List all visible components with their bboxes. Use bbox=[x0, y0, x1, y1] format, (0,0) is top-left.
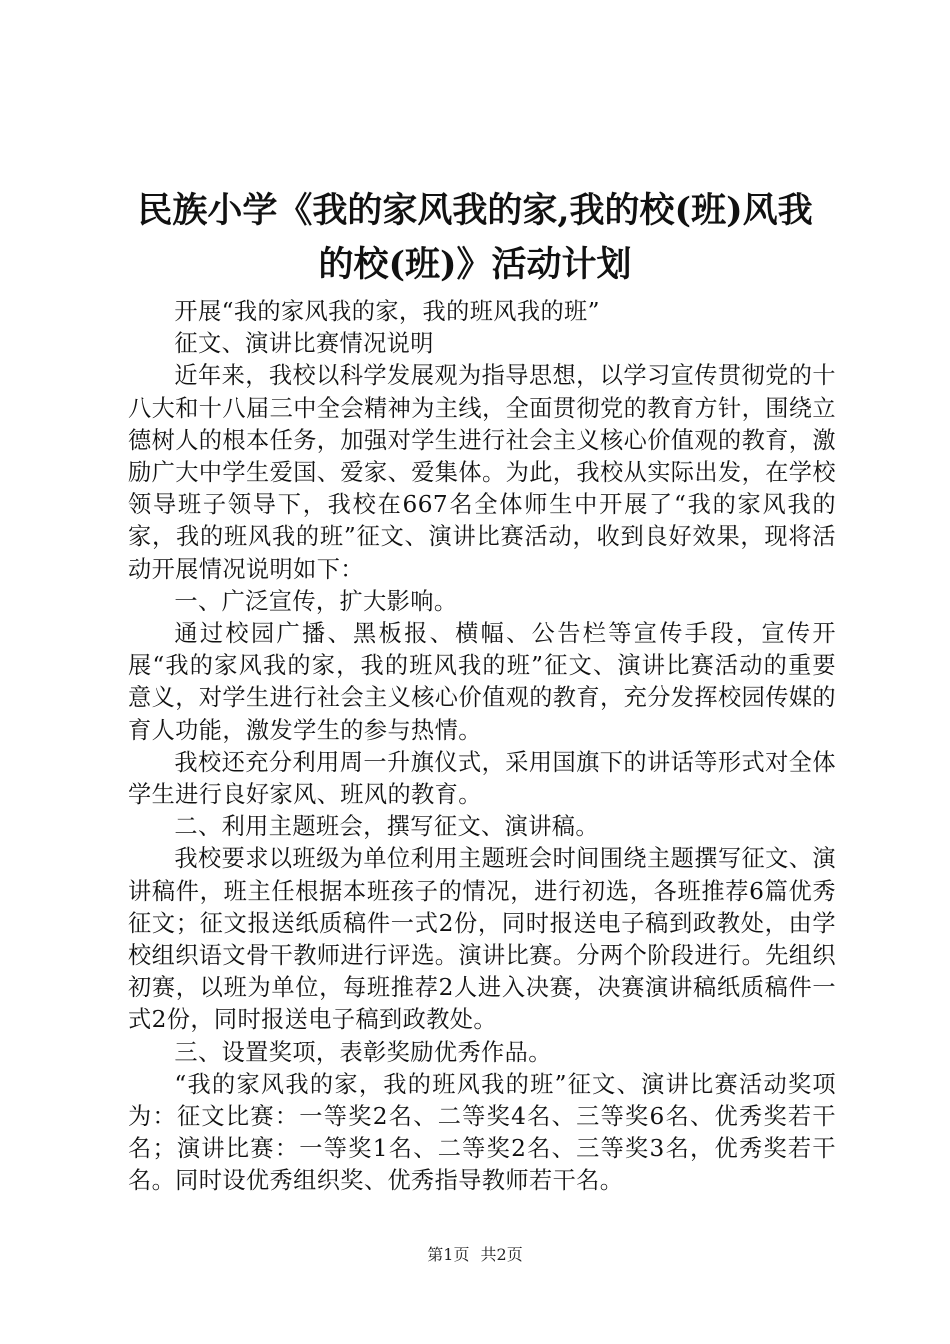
body-paragraph: 我校要求以班级为单位利用主题班会时间围绕主题撰写征文、演讲稿件，班主任根据本班孩子的情况，进行初选，各班推荐6篇优秀征文；征文报送纸质稿件一式2份，同时报送电子稿到政教处，由学校组织语文骨干教师进行评选。演讲比赛。分两个阶段进行。先组织初赛，以班为单位，每班推荐2人进入决赛，决赛演讲稿纸质稿件一式2份，同时报送电子稿到政教处。 bbox=[128, 845, 836, 1034]
section-heading: 一、广泛宣传，扩大影响。 bbox=[174, 587, 458, 615]
body-paragraph: 开展“我的家风我的家，我的班风我的班” bbox=[174, 298, 600, 325]
section-heading: 三、设置奖项，表彰奖励优秀作品。 bbox=[174, 1038, 552, 1066]
body-paragraph: 通过校园广播、黑板报、横幅、公告栏等宣传手段，宣传开展“我的家风我的家，我的班风我的班”征文、演讲比赛活动的重要意义，对学生进行社会主义核心价值观的教育，充分发挥校园传媒的育人功能，激发学生的参与热情。 bbox=[128, 620, 836, 744]
body-paragraph: 近年来，我校以科学发展观为指导思想，以学习宣传贯彻党的十八大和十八届三中全会精神为主线，全面贯彻党的教育方针，围绕立德树人的根本任务，加强对学生进行社会主义核心价值观的教育，激励广大中学生爱国、爱家、爱集体。为此，我校从实际出发，在学校领导班子领导下，我校在667名全体师生中开展了“我的家风我的家，我的班风我的班”征文、演讲比赛活动，收到良好效果，现将活动开展情况说明如下： bbox=[128, 362, 836, 583]
document-title-line-2: 的校(班)》活动计划 bbox=[318, 244, 632, 285]
page-number-current: 第1页 bbox=[427, 1245, 470, 1264]
document-title-line-1: 民族小学《我的家风我的家,我的校(班)风我 bbox=[137, 190, 813, 231]
page-number-total: 共2页 bbox=[480, 1245, 523, 1264]
body-paragraph: 我校还充分利用周一升旗仪式，采用国旗下的讲话等形式对全体学生进行良好家风、班风的教育。 bbox=[128, 748, 836, 809]
page-footer bbox=[0, 1245, 950, 1265]
document-body bbox=[128, 296, 836, 1198]
section-heading: 二、利用主题班会，撰写征文、演讲稿。 bbox=[174, 813, 599, 841]
body-paragraph: “我的家风我的家，我的班风我的班”征文、演讲比赛活动奖项为：征文比赛：一等奖2名、二等奖4名、三等奖6名、优秀奖若干名；演讲比赛：一等奖1名、二等奖2名、三等奖3名，优秀奖若干名。同时设优秀组织奖、优秀指导教师若干名。 bbox=[128, 1070, 836, 1195]
body-paragraph: 征文、演讲比赛情况说明 bbox=[174, 330, 434, 358]
